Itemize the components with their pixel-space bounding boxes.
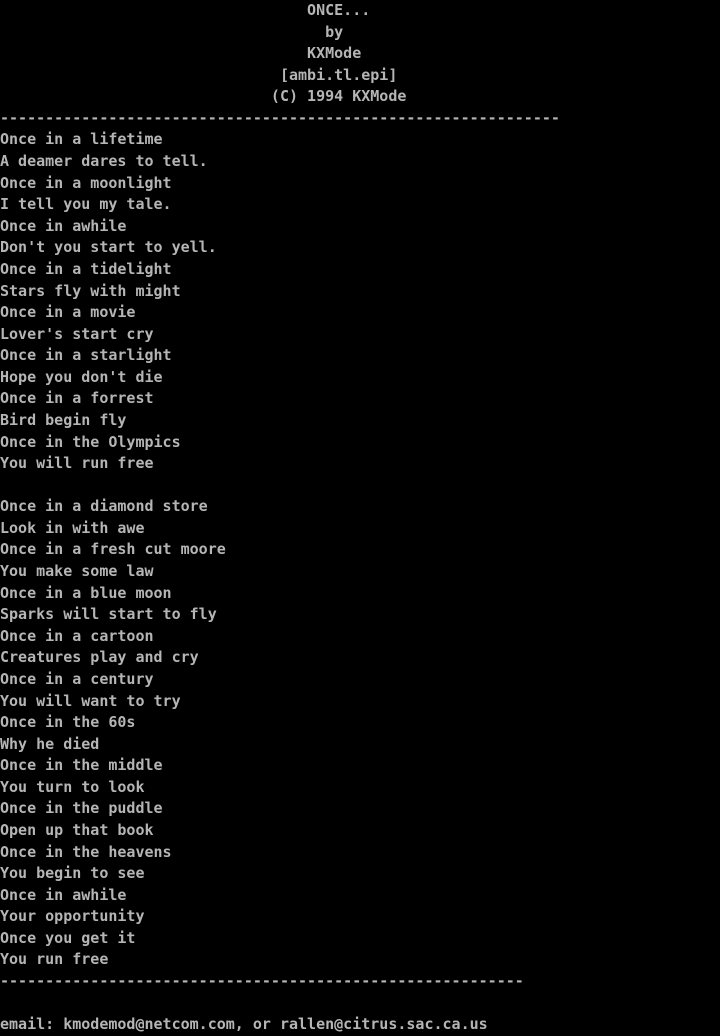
lyric-line: You make some law xyxy=(0,562,154,581)
lyric-line: Once in a blue moon xyxy=(0,583,172,602)
lyric-line: You will run free xyxy=(0,454,154,473)
lyric-line: Once in the Olympics xyxy=(0,432,181,451)
lyric-line: Don't you start to yell. xyxy=(0,238,217,257)
lyric-line: Once in a moonlight xyxy=(0,173,172,192)
lyric-line: You begin to see xyxy=(0,864,145,883)
lyric-line: Once in a lifetime xyxy=(0,130,163,149)
lyric-line: Once in a diamond store xyxy=(0,497,208,516)
blank-line xyxy=(0,993,720,1015)
lyric-line: Once in a tidelight xyxy=(0,259,172,278)
lyric-line: Bird begin fly xyxy=(0,410,127,429)
lyric-line: Why he died xyxy=(0,734,100,753)
divider: -------------------------------------------------------------- xyxy=(0,108,560,127)
lyric-line: Look in with awe xyxy=(0,518,145,537)
email-contact: email: kmodemod@netcom.com, or rallen@citrus.sac.ca.us xyxy=(0,1015,488,1034)
divider: ---------------------------------------------------------- xyxy=(0,972,524,991)
lyric-line: You turn to look xyxy=(0,777,145,796)
lyric-line: I tell you my tale. xyxy=(0,195,172,214)
lyric-line: Once in awhile xyxy=(0,216,127,235)
lyric-line: Stars fly with might xyxy=(0,281,181,300)
byline: by xyxy=(0,22,344,41)
artist-name: KXMode xyxy=(0,44,362,63)
lyric-line: Lover's start cry xyxy=(0,324,154,343)
copyright: (C) 1994 KXMode xyxy=(0,87,407,106)
lyric-line: Once in awhile xyxy=(0,885,127,904)
lyric-line: Once in the heavens xyxy=(0,842,172,861)
song-title: ONCE... xyxy=(0,1,371,19)
lyric-line: Once in a century xyxy=(0,669,154,688)
lyric-line: You run free xyxy=(0,950,109,969)
lyric-line: Once in the puddle xyxy=(0,799,163,818)
lyric-line: You will want to try xyxy=(0,691,181,710)
lyric-line: Hope you don't die xyxy=(0,367,163,386)
lyric-line: Your opportunity xyxy=(0,907,145,926)
lyric-line: Once in the 60s xyxy=(0,713,136,732)
lyric-line: Once in a movie xyxy=(0,303,136,322)
lyric-line: Once in a starlight xyxy=(0,346,172,365)
blank-line xyxy=(0,475,720,497)
lyric-line: Once in the middle xyxy=(0,756,163,775)
module-filename: [ambi.tl.epi] xyxy=(0,65,398,84)
lyric-line: Once you get it xyxy=(0,928,136,947)
lyric-line: Creatures play and cry xyxy=(0,648,199,667)
lyric-line: Once in a forrest xyxy=(0,389,154,408)
lyric-line: Sparks will start to fly xyxy=(0,605,217,624)
lyric-line: Once in a fresh cut moore xyxy=(0,540,226,559)
lyric-line: Once in a cartoon xyxy=(0,626,154,645)
lyric-line: Open up that book xyxy=(0,820,154,839)
lyric-line: A deamer dares to tell. xyxy=(0,152,208,171)
